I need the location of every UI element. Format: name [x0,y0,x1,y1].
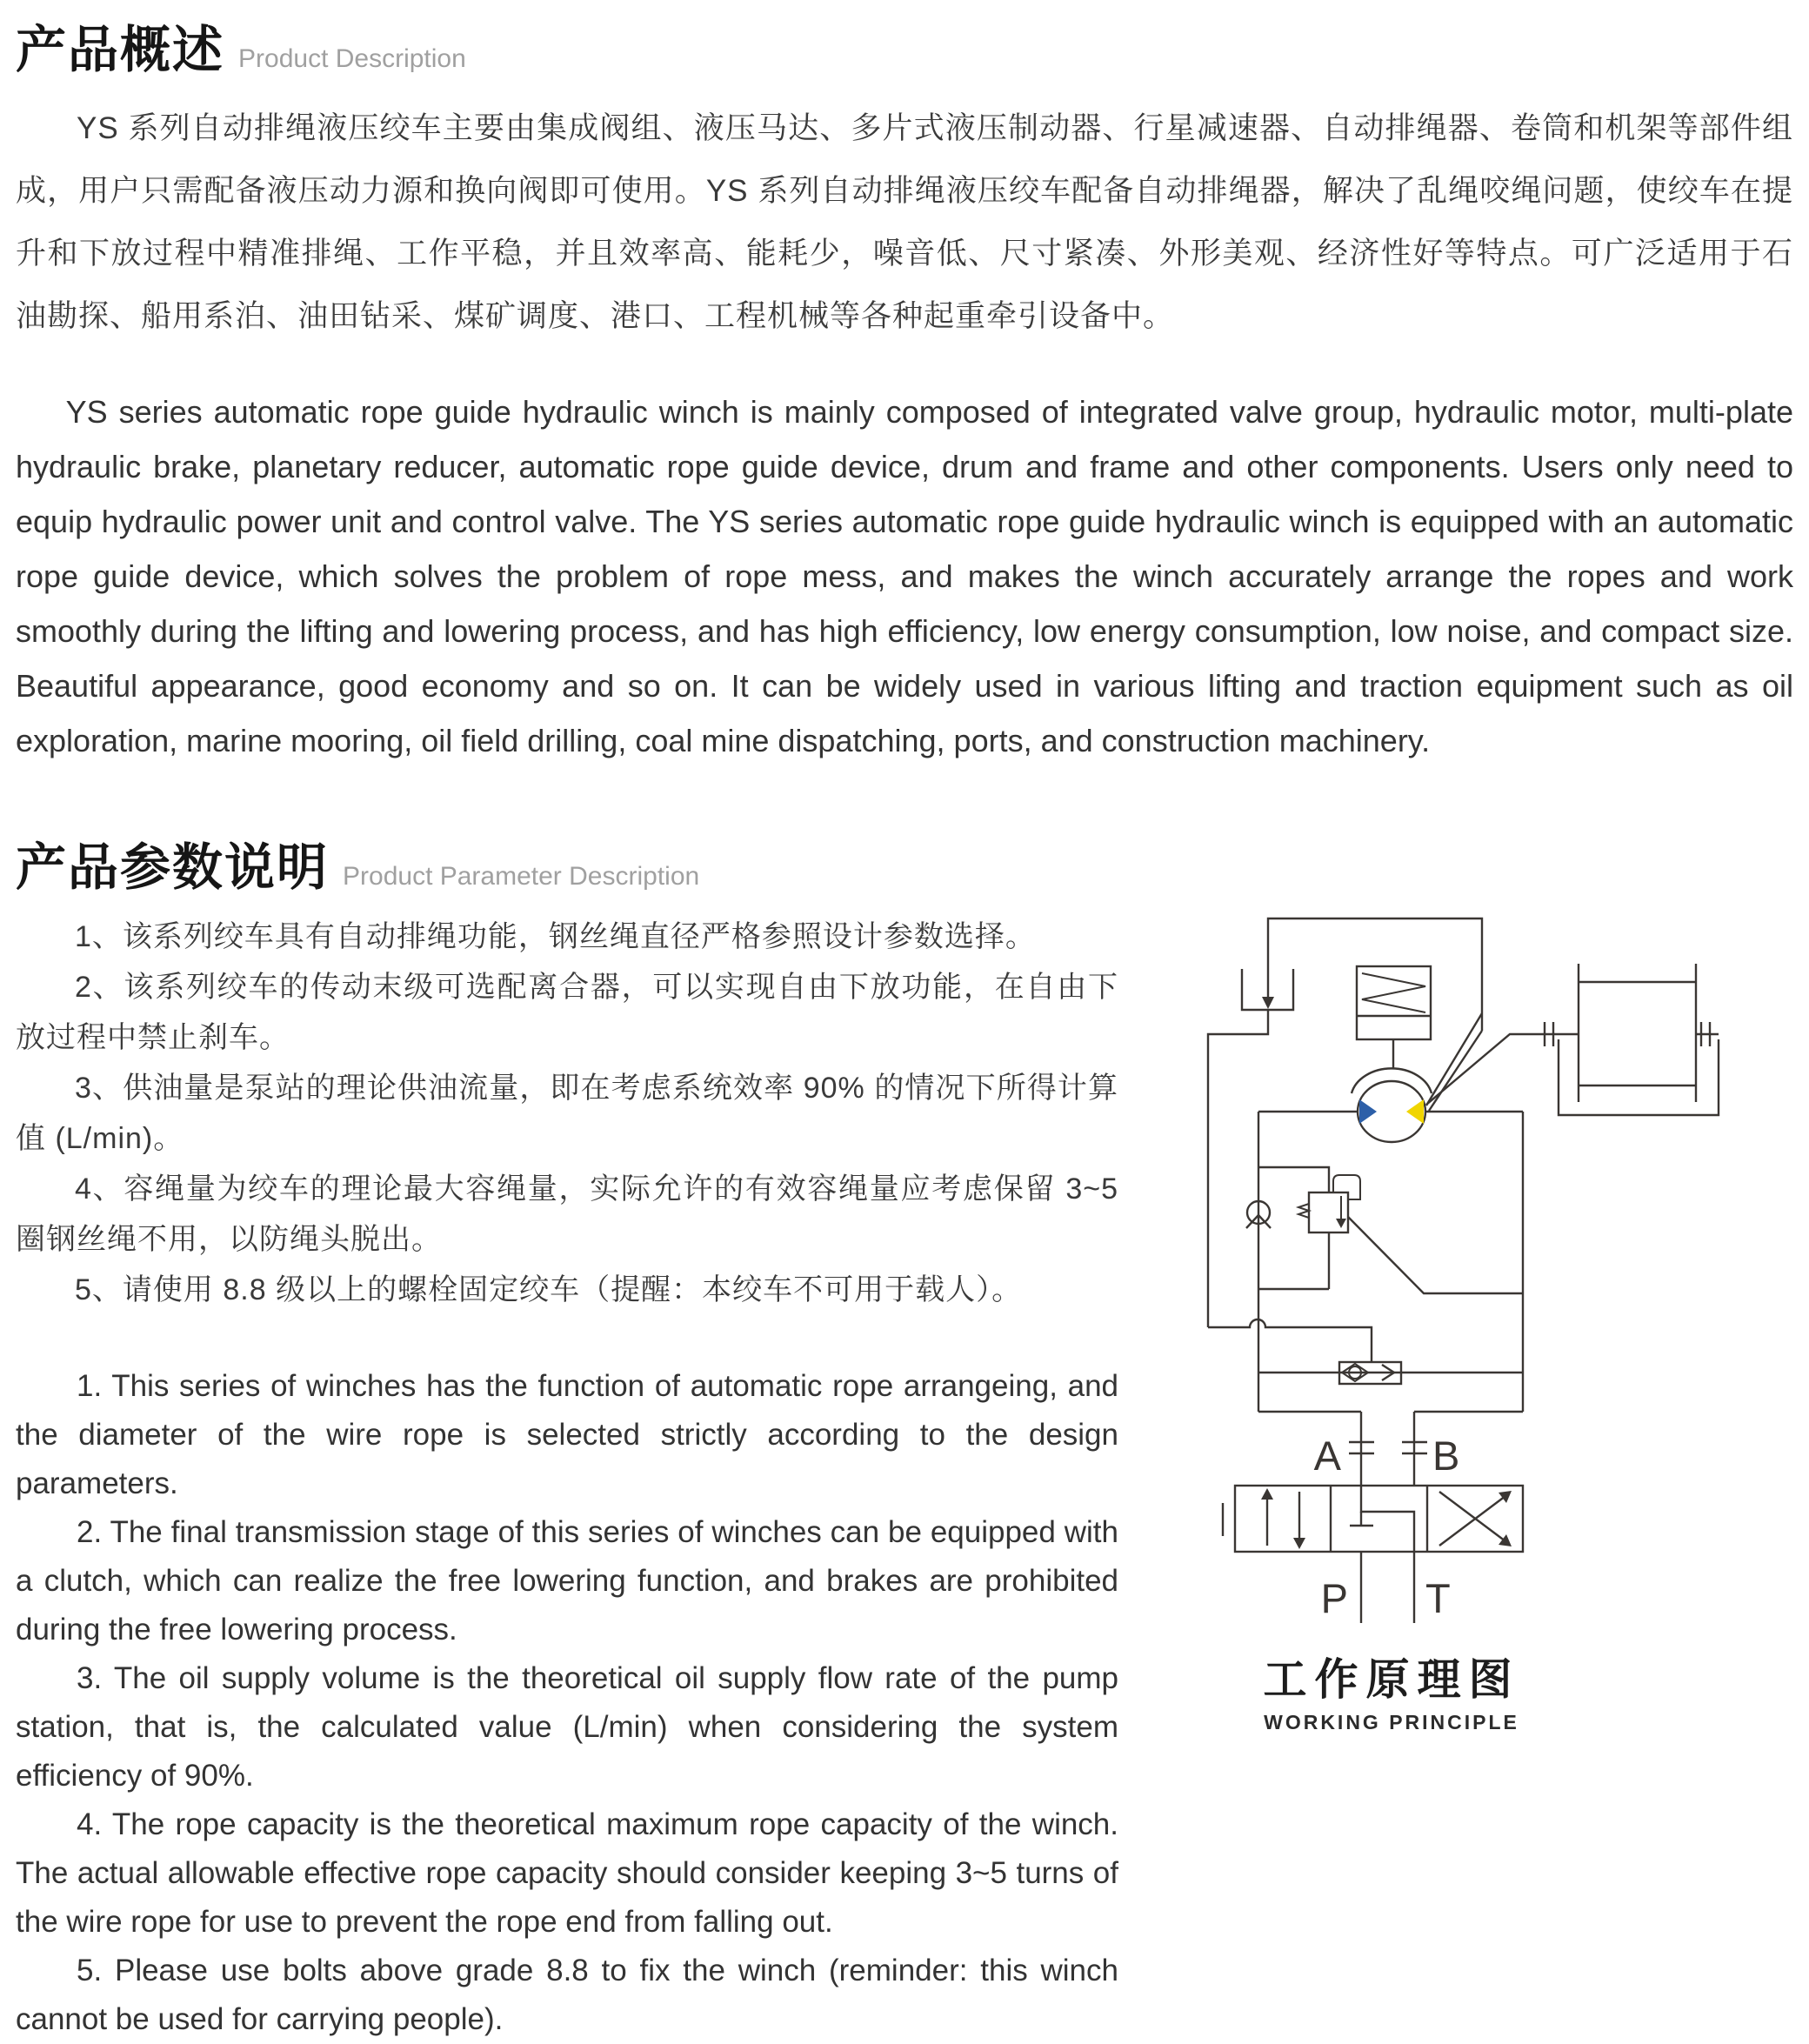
list-item: 1、该系列绞车具有自动排绳功能，钢丝绳直径严格参照设计参数选择。 [75,920,1036,953]
list-item: 4. The rope capacity is the theoretical maximum rope capacity of the winch. The actual allowable effective rope capacity should consider keeping 3~5 turns of the wire rope for use to prevent the rope end from falling out. [16,1807,1118,1939]
parameter-notes-cn [16,912,1118,1315]
parameters-section-header [16,826,699,899]
list-item: 3、供油量是泵站的理论供油流量，即在考虑系统效率 90% 的情况下所得计算值 (L/min)。 [16,1072,1118,1155]
port-label-t: T [1425,1575,1451,1621]
list-item: 5. Please use bolts above grade 8.8 to fix the winch (reminder: this winch cannot be used for carrying people). [16,1954,1118,2036]
figure-caption-cn: 工作原理图 [1263,1655,1520,1704]
work-port-lines [1349,1412,1427,1486]
parameters-title-en: Product Parameter Description [343,862,700,891]
brake-icon [1208,918,1482,1327]
parameter-notes [16,912,1118,2044]
relief-valve-icon [1298,1175,1523,1293]
brake-cylinder-icon [1357,966,1431,1069]
overview-paragraph-en: YS series automatic rope guide hydraulic winch is mainly composed of integrated valve group, hydraulic motor, multi-plate hydraulic brake, planetary reducer, automatic rope guide device, drum and frame and other components. Users only need to equip hydraulic power unit and control valve. The YS series automatic rope guide hydraulic winch is equipped with an automatic rope guide device, which solves the problem of rope mess, and makes the winch accurately arrange the ropes and work smoothly during the lifting and lowering process, and has high efficiency, low energy consumption, low noise, and compact size. Beautiful appearance, good economy and so on. It can be widely used in various lifting and traction equipment such as oil exploration, marine mooring, oil field drilling, coal mine dispatching, ports, and construction machinery. [16,394,1793,758]
hydraulic-motor-icon [1258,1068,1523,1142]
motor-port-arrow-yellow [1406,1099,1424,1124]
parameters-title-cn: 产品参数说明 [16,839,330,896]
supply-port-lines [1361,1552,1414,1623]
motor-port-arrow-blue [1359,1099,1377,1124]
list-item: 1. This series of winches has the function of automatic rope arrangeing, and the diameter of the wire rope is selected strictly according to the design parameters. [16,1369,1118,1500]
port-label-p: P [1320,1575,1348,1621]
pilot-line [1426,1013,1482,1111]
port-label-a: A [1313,1433,1341,1479]
overview-paragraph-cn: YS 系列自动排绳液压绞车主要由集成阀组、液压马达、多片式液压制动器、行星减速器、自动排绳器、卷筒和机架等部件组成，用户只需配备液压动力源和换向阀即可使用。YS 系列自动排绳液压绞车配备自动排绳器，解决了乱绳咬绳问题，使绞车在提升和下放过程中精准排绳、工作平稳，并且效率高、能耗少，噪音低、尺寸紧凑、外形美观、经济性好等特点。可广泛适用于石油勘探、船用系泊、油田钻采、煤矿调度、港口、工程机械等各种起重牵引设备中。 [16,111,1793,333]
figure-caption-en: WORKING PRINCIPLE [1264,1711,1519,1733]
list-item: 4、容绳量为绞车的理论最大容绳量，实际允许的有效容绳量应考虑保留 3~5 圈钢丝绳不用，以防绳头脱出。 [16,1172,1118,1256]
list-item: 3. The oil supply volume is the theoretical oil supply flow rate of the pump station, that is, the calculated value (L/min) when considering the system efficiency of 90%. [16,1661,1118,1793]
overview-title-en: Product Description [238,44,466,73]
valve-block-frame [1208,1112,1523,1412]
hydraulic-schematic [1122,852,1809,1827]
winch-drum-icon [1426,964,1719,1115]
shuttle-valve-icon [1258,1362,1523,1384]
directional-valve-icon [1223,1486,1523,1552]
working-principle-figure [1122,852,1809,1827]
list-item: 5、请使用 8.8 级以上的螺栓固定绞车（提醒：本绞车不可用于载人）。 [75,1273,1023,1306]
parameter-notes-en [16,1362,1118,2044]
overview-section-header [16,9,466,82]
overview-title-cn: 产品概述 [16,22,225,78]
list-item: 2. The final transmission stage of this series of winches can be equipped with a clutch, which can realize the free lowering function, and brakes are prohibited during the free lowering process. [16,1515,1118,1647]
port-label-b: B [1432,1433,1460,1479]
list-item: 2、该系列绞车的传动末级可选配离合器，可以实现自由下放功能，在自由下放过程中禁止刹车。 [16,971,1118,1054]
